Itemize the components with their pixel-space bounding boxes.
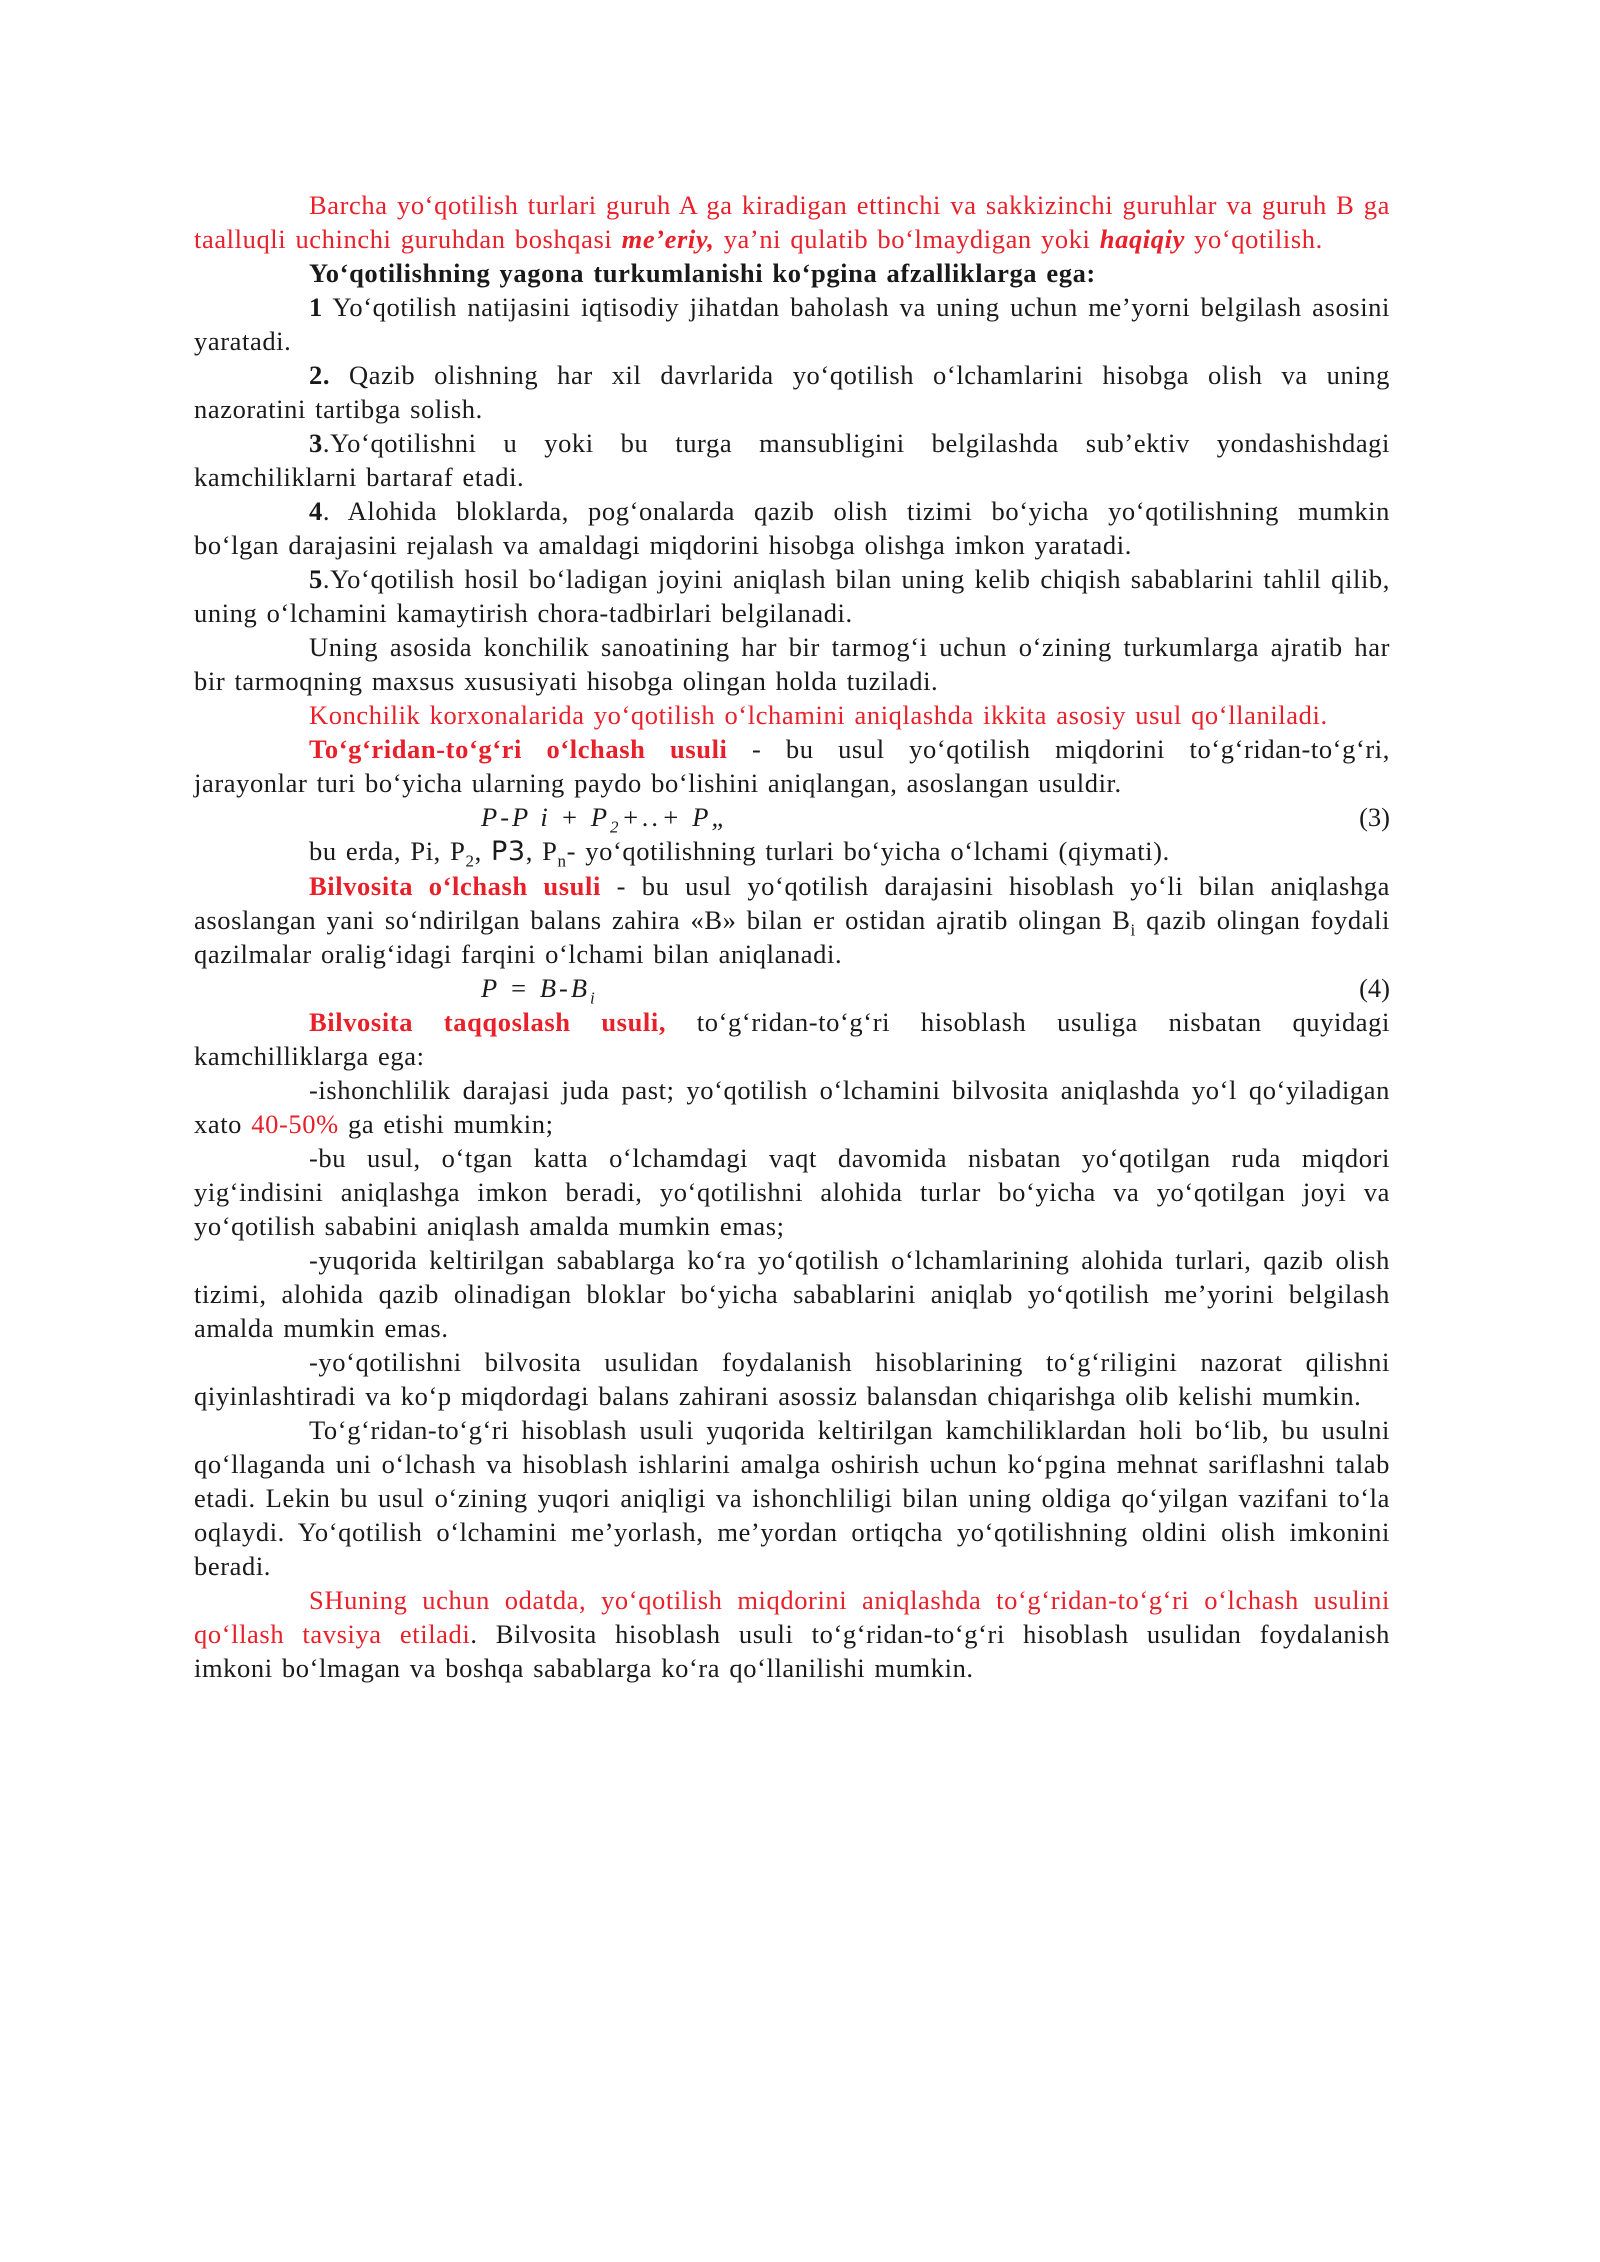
drawback-item: -bu usul, o‘tgan katta o‘lchamdagi vaqt davomida nisbatan yo‘qotilgan ruda miqdori yig‘indisini aniqlashga imkon beradi, yo‘qotilishni alohida turlar bo‘yicha va yo‘qotilgan joyi va yo‘qotilish sababini aniqlash amalda mumkin emas;: [194, 1143, 1390, 1241]
list-item-number: 4: [309, 496, 323, 526]
direct-method-title: To‘g‘ridan-to‘g‘ri o‘lchash usuli: [309, 734, 728, 764]
p3-symbol: P3: [491, 836, 526, 867]
methods-paragraph: Konchilik korxonalarida yo‘qotilish o‘lchamini aniqlashda ikkita asosiy usul qo‘llaniladi.: [309, 700, 1328, 730]
conclusion-recommendation: SHuning uchun odatda, yo‘qotilish miqdorini aniqlashda to‘g‘ridan-to‘g‘ri o‘lchash usulini qo‘llash tavsiya etiladi: [194, 1585, 1390, 1649]
term-meeriy: me’eriy,: [621, 224, 715, 254]
list-item-text: Yo‘qotilish natijasini iqtisodiy jihatdan baholash va uning uchun me’yorni belgilash asosini yaratadi.: [194, 292, 1390, 356]
comparison-paragraph: [194, 1005, 1390, 1073]
where-paragraph: bu erda, Pi, $P_2$, P3, $P_n-$ yo‘qotilishning turlari bo‘yicha o‘lchami (qiymati).: [309, 836, 1170, 871]
direct-method-text: - bu usul yo‘qotilish miqdorini to‘g‘ridan-to‘g‘ri, jarayonlar turi bo‘yicha ularning paydo bo‘lishini aniqlangan, asoslangan usuldir.: [194, 734, 1390, 798]
document-page: [194, 188, 1390, 1685]
list-item-text: .Yo‘qotilish hosil bo‘ladigan joyini aniqlash bilan uning kelib chiqish sabablarini tahlil qilib, uning o‘lchamini kamaytirish chora-tadbirlari belgilanadi.: [194, 564, 1390, 628]
list-item-text: . Alohida bloklarda, pog‘onalarda qazib olish tizimi bo‘yicha yo‘qotilishning mumkin bo‘lgan darajasini rejalash va amaldagi miqdorini hisobga olishga imkon yaratadi.: [194, 496, 1390, 560]
conclusion-text: . Bilvosita hisoblash usuli to‘g‘ridan-to‘g‘ri hisoblash usulidan foydalanish imkoni bo‘lmagan va boshqa sabablarga ko‘ra qo‘llanilishi mumkin.: [194, 1619, 1391, 1683]
direct-advantages-paragraph: To‘g‘ridan-to‘g‘ri hisoblash usuli yuqorida keltirilgan kamchiliklardan holi bo‘lib, bu usulni qo‘llaganda uni o‘lchash va hisoblash ishlarini amalga oshirish uchun ko‘pgina mehnat sariflashni talab etadi. Lekin bu usul o‘zining yuqori aniqligi va ishonchliligi bilan uning oldiga qo‘yilgan vazifani to‘la oqlaydi. Yo‘qotilish o‘lchamini me’yorlash, me’yordan ortiqcha yo‘qotilishning oldini olish imkonini beradi.: [194, 1415, 1390, 1581]
list-item-text: Qazib olishning har xil davrlarida yo‘qotilish o‘lchamlarini hisobga olish va uning nazoratini tartibga solish.: [194, 360, 1390, 424]
direct-method-paragraph: [194, 732, 1390, 800]
list-item-number: 5: [309, 564, 323, 594]
list-item-text: .Yo‘qotilishni u yoki bu turga mansubligini belgilashda sub’ektiv yondashishdagi kamchiliklarni bartaraf etadi.: [194, 428, 1390, 492]
equation-4-number: (4): [1359, 973, 1390, 1003]
list-item: [194, 426, 1390, 494]
list-item: [194, 290, 1390, 358]
drawback-item: -yo‘qotilishni bilvosita usulidan foydalanish hisoblarining to‘g‘riligini nazorat qilishni qiyinlashtiradi va ko‘p miqdordagi balans zahirani asossiz balansdan chiqarishga olib kelishi mumkin.: [194, 1347, 1390, 1411]
equation-4-formula: $P = B-B_i$: [481, 973, 598, 1008]
conclusion-paragraph: [194, 1583, 1390, 1685]
list-item-number: 1: [309, 292, 323, 322]
indirect-method-paragraph: Bilvosita o‘lchash usuli - bu usul yo‘qotilish darajasini hisoblash yo‘li bilan aniqlashga asoslangan yani so‘ndirilgan balans zahira «B» bilan er ostidan ajratib olingan $B_i$ qazib olingan foydali qazilmalar oralig‘idagi farqini o‘lchami bilan aniqlanadi.: [194, 871, 1391, 969]
term-haqiqiy: haqiqiy: [1099, 224, 1185, 254]
list-item: [194, 358, 1390, 426]
basis-paragraph: Uning asosida konchilik sanoatining har bir tarmog‘i uchun o‘zining turkumlarga ajratib har bir tarmoqning maxsus xususiyati hisobga olingan holda tuziladi.: [194, 632, 1390, 696]
equation-3-formula: P-P $i + P_2+..+$ P„: [481, 802, 730, 837]
equation-4: [194, 971, 1390, 1008]
list-item-number: 2.: [309, 360, 331, 390]
equation-3: [194, 800, 1390, 837]
section-heading: Yo‘qotilishning yagona turkumlanishi ko‘pgina afzalliklarga ega:: [309, 258, 1096, 288]
error-percent: 40-50%: [251, 1109, 339, 1139]
intro-text: Barcha yo‘qotilish turlari guruh A ga kiradigan ettinchi va sakkizinchi guruhlar va guruh B ga taalluqli uchinchi guruhdan boshqasi: [194, 190, 1390, 254]
comparison-title: Bilvosita taqqoslash usuli,: [309, 1007, 667, 1037]
indirect-method-text-2: qazib olingan foydali qazilmalar oralig‘idagi farqini o‘lchami bilan aniqlanadi.: [194, 905, 1390, 969]
list-item: [194, 562, 1390, 630]
drawback-item: -ishonchlilik darajasi juda past; yo‘qotilish o‘lchamini bilvosita aniqlashda yo‘l qo‘yiladigan xato 40-50% ga etishi mumkin;: [194, 1075, 1390, 1139]
drawback-item: -yuqorida keltirilgan sabablarga ko‘ra yo‘qotilish o‘lchamlarining alohida turlari, qazib olish tizimi, alohida qazib olinadigan bloklar bo‘yicha sabablarini aniqlab yo‘qotilish me’yorini belgilash amalda mumkin emas.: [194, 1245, 1390, 1343]
list-item-number: 3: [309, 428, 323, 458]
indirect-method-title: Bilvosita o‘lchash usuli: [309, 871, 601, 901]
intro-text-2: ya’ni qulatib bo‘lmaydigan yoki: [714, 224, 1100, 254]
intro-text-3: yo‘qotilish.: [1184, 224, 1323, 254]
equation-3-number: (3): [1359, 802, 1390, 832]
comparison-text: to‘g‘ridan-to‘g‘ri hisoblash usuliga nisbatan quyidagi kamchilliklarga ega:: [194, 1007, 1390, 1071]
list-item: [194, 494, 1390, 562]
intro-paragraph: [194, 188, 1390, 256]
indirect-method-text: - bu usul yo‘qotilish darajasini hisoblash yo‘li bilan aniqlashga asoslangan yani so‘ndirilgan balans zahira «B» bilan er ostidan ajratib olingan B: [194, 871, 1391, 935]
